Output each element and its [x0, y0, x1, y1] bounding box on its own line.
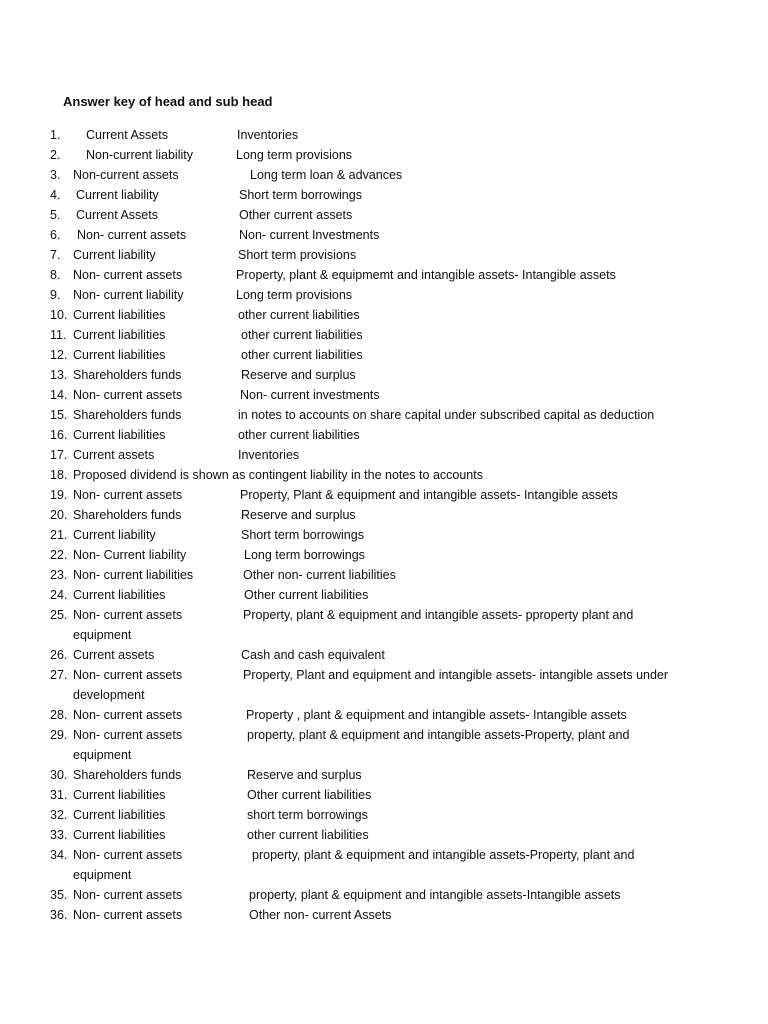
- item-subhead: Other current liabilities: [244, 588, 369, 602]
- list-item: [0, 225, 768, 245]
- item-number: 1.: [50, 128, 61, 142]
- item-head: Current liabilities: [73, 808, 166, 822]
- item-number: 17.: [50, 448, 68, 462]
- item-number: 36.: [50, 908, 68, 922]
- item-head: Non- current assets: [73, 848, 183, 862]
- item-number: 33.: [50, 828, 68, 842]
- item-head: Non- Current liability: [73, 548, 187, 562]
- item-number: 10.: [50, 308, 68, 322]
- item-head: Non- current assets: [73, 488, 183, 502]
- item-number: 22.: [50, 548, 68, 562]
- list-item: [0, 125, 768, 145]
- list-item: [0, 325, 768, 345]
- list-item: [0, 425, 768, 445]
- item-head: Non- current assets: [77, 228, 187, 242]
- item-head: Current liabilities: [73, 348, 166, 362]
- item-head: Shareholders funds: [73, 768, 182, 782]
- item-head: Non- current assets: [73, 608, 183, 622]
- list-item: [0, 205, 768, 225]
- item-number: 32.: [50, 808, 68, 822]
- item-number: 34.: [50, 848, 68, 862]
- item-head: Non-current liability: [86, 148, 193, 162]
- item-number: 11.: [50, 328, 67, 342]
- list-item: [0, 725, 768, 765]
- list-item: [0, 565, 768, 585]
- item-subhead: Reserve and surplus: [241, 368, 356, 382]
- item-head: Non- current assets: [73, 728, 183, 742]
- item-subhead: Property, plant & equipmemt and intangible assets- Intangible assets: [236, 268, 616, 282]
- item-number: 13.: [50, 368, 68, 382]
- item-subhead: Inventories: [237, 128, 299, 142]
- item-subhead: short term borrowings: [247, 808, 368, 822]
- item-number: 26.: [50, 648, 68, 662]
- item-head: Shareholders funds: [73, 368, 182, 382]
- list-item: [0, 805, 768, 825]
- item-subhead: Other non- current Assets: [249, 908, 392, 922]
- item-number: 24.: [50, 588, 68, 602]
- item-number: 18.: [50, 468, 68, 482]
- list-item: [0, 185, 768, 205]
- item-subhead: Cash and cash equivalent: [241, 648, 385, 662]
- item-subhead: other current liabilities: [247, 828, 369, 842]
- list-item: [0, 525, 768, 545]
- item-head: Current liabilities: [73, 428, 166, 442]
- item-subhead: Property, Plant & equipment and intangible assets- Intangible assets: [240, 488, 618, 502]
- list-item: [0, 245, 768, 265]
- item-subhead: Other current assets: [239, 208, 353, 222]
- list-item: [0, 885, 768, 905]
- item-subhead-continuation: equipment: [73, 868, 132, 882]
- item-subhead: Reserve and surplus: [247, 768, 362, 782]
- list-item: [0, 665, 768, 705]
- item-subhead: property, plant & equipment and intangible assets-Intangible assets: [249, 888, 621, 902]
- item-number: 35.: [50, 888, 68, 902]
- item-number: 16.: [50, 428, 68, 442]
- item-subhead: Property, plant & equipment and intangible assets- pproperty plant and: [243, 608, 634, 622]
- item-subhead: Other non- current liabilities: [243, 568, 396, 582]
- list-item: [0, 645, 768, 665]
- list-item: [0, 465, 768, 485]
- item-number: 20.: [50, 508, 68, 522]
- list-item: [0, 285, 768, 305]
- item-subhead: Long term loan & advances: [250, 168, 403, 182]
- item-head: Current liability: [73, 248, 156, 262]
- item-head: Proposed dividend is shown as contingent liability in the notes to accounts: [73, 468, 483, 482]
- item-subhead: Short term borrowings: [241, 528, 364, 542]
- list-item: [0, 405, 768, 425]
- item-subhead: Long term provisions: [236, 148, 353, 162]
- item-number: 4.: [50, 188, 61, 202]
- list-item: [0, 265, 768, 285]
- item-head: Current liabilities: [73, 588, 166, 602]
- item-head: Non- current assets: [73, 268, 183, 282]
- list-item: [0, 445, 768, 465]
- item-subhead: Other current liabilities: [247, 788, 372, 802]
- item-head: Non- current liability: [73, 288, 184, 302]
- item-head: Non-current assets: [73, 168, 179, 182]
- list-item: [0, 585, 768, 605]
- item-subhead: Property, Plant and equipment and intangible assets- intangible assets under: [243, 668, 669, 682]
- item-number: 6.: [50, 228, 61, 242]
- item-head: Current Assets: [76, 208, 158, 222]
- item-number: 5.: [50, 208, 61, 222]
- item-number: 27.: [50, 668, 68, 682]
- answer-list: [0, 125, 768, 925]
- list-item: [0, 485, 768, 505]
- item-number: 19.: [50, 488, 68, 502]
- item-number: 9.: [50, 288, 61, 302]
- item-subhead: property, plant & equipment and intangible assets-Property, plant and: [247, 728, 630, 742]
- item-number: 15.: [50, 408, 68, 422]
- item-number: 23.: [50, 568, 68, 582]
- list-item: [0, 165, 768, 185]
- list-item: [0, 305, 768, 325]
- list-item: [0, 765, 768, 785]
- item-subhead: Inventories: [238, 448, 300, 462]
- item-head: Current liability: [73, 528, 156, 542]
- item-head: Current assets: [73, 648, 155, 662]
- item-subhead: Reserve and surplus: [241, 508, 356, 522]
- item-head: Non- current assets: [73, 908, 183, 922]
- item-subhead: other current liabilities: [238, 428, 360, 442]
- item-number: 25.: [50, 608, 68, 622]
- item-subhead: Short term borrowings: [239, 188, 362, 202]
- item-number: 8.: [50, 268, 61, 282]
- item-subhead-continuation: development: [73, 688, 145, 702]
- list-item: [0, 345, 768, 365]
- list-item: [0, 385, 768, 405]
- item-number: 31.: [50, 788, 68, 802]
- list-item: [0, 905, 768, 925]
- item-head: Current Assets: [86, 128, 168, 142]
- item-head: Current liabilities: [73, 788, 166, 802]
- item-head: Current liabilities: [73, 828, 166, 842]
- list-item: [0, 505, 768, 525]
- item-number: 29.: [50, 728, 68, 742]
- item-head: Non- current liabilities: [73, 568, 194, 582]
- item-head: Current liabilities: [73, 308, 166, 322]
- item-head: Non- current assets: [73, 668, 183, 682]
- item-head: Non- current assets: [73, 388, 183, 402]
- item-subhead: other current liabilities: [241, 328, 363, 342]
- item-subhead: Long term borrowings: [244, 548, 365, 562]
- item-subhead: Long term provisions: [236, 288, 353, 302]
- item-number: 14.: [50, 388, 68, 402]
- item-head: Non- current assets: [73, 708, 183, 722]
- list-item: [0, 785, 768, 805]
- item-subhead: other current liabilities: [238, 308, 360, 322]
- item-subhead: property, plant & equipment and intangible assets-Property, plant and: [252, 848, 635, 862]
- list-item: [0, 705, 768, 725]
- item-head: Current liabilities: [73, 328, 166, 342]
- item-number: 2.: [50, 148, 61, 162]
- item-head: Non- current assets: [73, 888, 183, 902]
- item-number: 3.: [50, 168, 61, 182]
- item-subhead: Non- current investments: [240, 388, 380, 402]
- item-number: 12.: [50, 348, 68, 362]
- item-number: 30.: [50, 768, 68, 782]
- item-subhead: Property , plant & equipment and intangible assets- Intangible assets: [246, 708, 627, 722]
- list-item: [0, 825, 768, 845]
- item-subhead: other current liabilities: [241, 348, 363, 362]
- page-title: Answer key of head and sub head: [63, 94, 273, 109]
- list-item: [0, 365, 768, 385]
- item-head: Current liability: [76, 188, 159, 202]
- item-head: Shareholders funds: [73, 408, 182, 422]
- item-subhead-continuation: equipment: [73, 748, 132, 762]
- item-number: 7.: [50, 248, 61, 262]
- list-item: [0, 145, 768, 165]
- item-number: 28.: [50, 708, 68, 722]
- item-head: Current assets: [73, 448, 155, 462]
- list-item: [0, 845, 768, 885]
- item-number: 21.: [50, 528, 68, 542]
- item-subhead: Short term provisions: [238, 248, 357, 262]
- item-subhead: in notes to accounts on share capital under subscribed capital as deduction: [238, 408, 655, 422]
- item-subhead: Non- current Investments: [239, 228, 380, 242]
- list-item: [0, 605, 768, 645]
- item-head: Shareholders funds: [73, 508, 182, 522]
- item-subhead-continuation: equipment: [73, 628, 132, 642]
- list-item: [0, 545, 768, 565]
